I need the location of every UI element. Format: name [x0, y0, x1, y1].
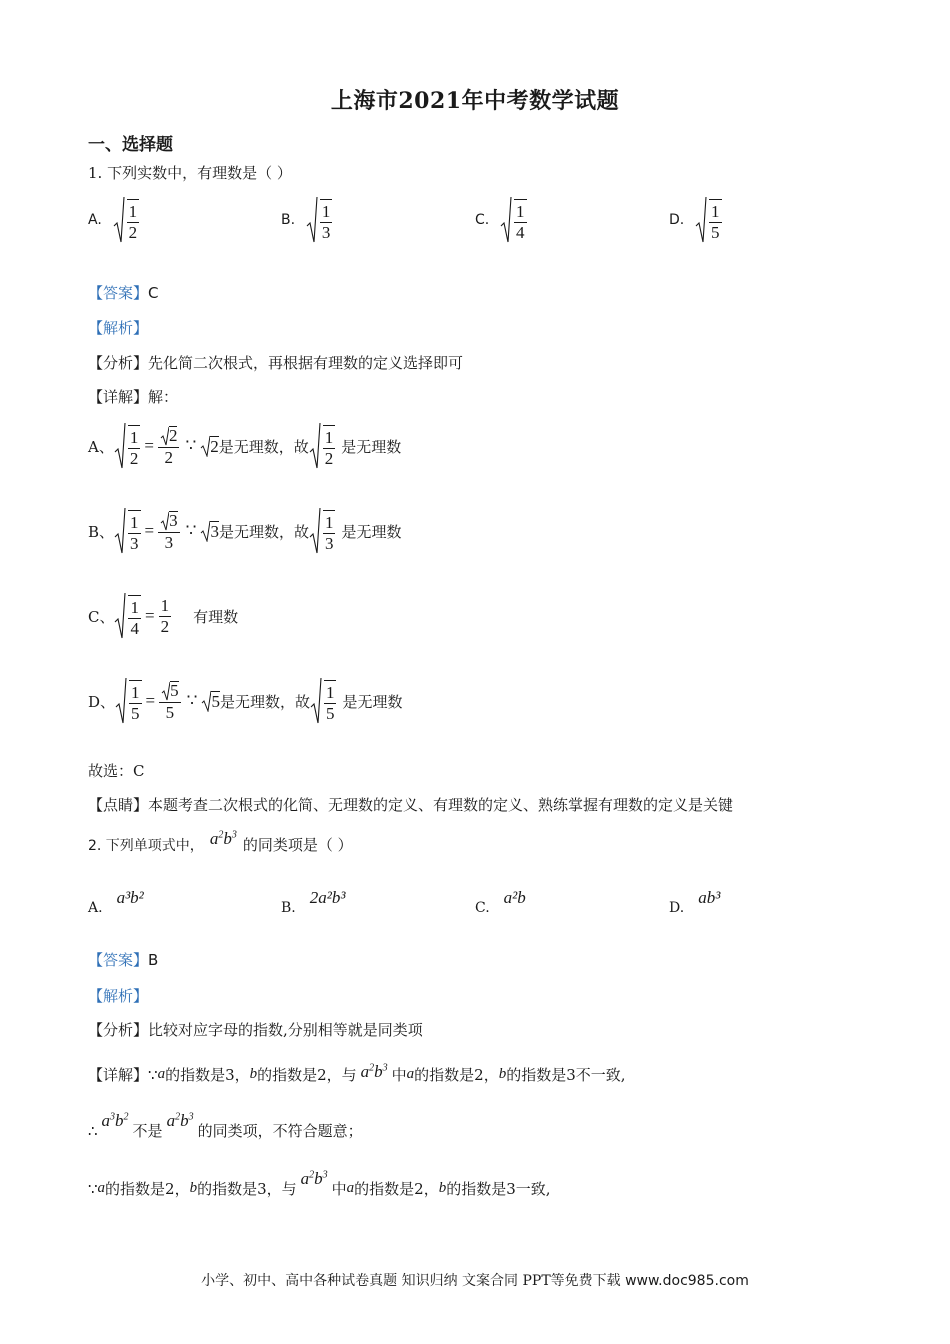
q1-dianjing	[88, 794, 733, 815]
detail-tag: 【详解】	[88, 388, 149, 406]
stem-text: 2. 下列单项式中，	[88, 837, 204, 854]
q1-answer	[88, 282, 159, 303]
monomial-a2b3: $a^2b^3$	[360, 1061, 388, 1081]
fraction-denominator: 5	[165, 702, 175, 722]
row-text: 是无理数	[342, 692, 403, 711]
question-2-stem	[88, 828, 353, 855]
fraction-denominator: 3	[164, 532, 174, 552]
var-a: a	[157, 1066, 166, 1082]
fraction-numerator: 1	[128, 201, 138, 221]
option-expression: 2a²b³	[309, 888, 346, 907]
answer-value: C	[148, 284, 159, 302]
option-label: D.	[669, 900, 685, 916]
monomial-a2b3: $a^2b^3$	[300, 1168, 328, 1188]
sqrt-sign-icon	[310, 677, 322, 725]
sqrt-sign-icon	[113, 196, 125, 244]
fraction-denominator: 2	[164, 447, 173, 467]
answer-value: B	[148, 951, 159, 969]
because-symbol: ∵	[186, 691, 198, 710]
q2-fenxi	[88, 1019, 423, 1040]
var-a: a	[97, 1180, 106, 1196]
fraction-numerator: 1	[129, 427, 139, 447]
detail-text: 解：	[148, 388, 179, 406]
q1-option-c[interactable]	[475, 196, 529, 244]
fraction-denominator: 5	[711, 222, 720, 242]
row-label: B、	[88, 522, 115, 541]
dianjing-text: 本题考查二次根式的化简、无理数的定义、有理数的定义、熟练掌握有理数的定义是关键	[148, 796, 734, 814]
option-expression: a³b²	[116, 888, 144, 907]
sqrt-sign-icon	[160, 426, 169, 446]
var-b: b	[189, 1180, 198, 1196]
sqrt-sign-icon	[309, 507, 321, 555]
option-label: A.	[88, 212, 102, 228]
fraction-denominator: 4	[516, 222, 525, 242]
fraction-denominator: 4	[130, 618, 139, 638]
var-b: b	[498, 1066, 507, 1082]
fraction-denominator: 3	[130, 533, 139, 553]
q1-detail	[88, 386, 178, 407]
q1-fenxi	[88, 352, 463, 373]
sqrt-sign-icon	[114, 422, 126, 470]
fraction-denominator: 5	[325, 703, 335, 723]
question-1-stem: 1. 下列实数中，有理数是（ ）	[88, 164, 292, 182]
detail-text: 的指数是2，	[414, 1066, 499, 1084]
monomial-a3b2: $a^3b^2$	[101, 1110, 129, 1130]
radicand: 2	[168, 426, 178, 446]
q1-option-b[interactable]	[281, 196, 334, 244]
answer-tag: 【答案】	[88, 284, 149, 302]
monomial-a2b3: $a^2b^3$	[209, 828, 237, 848]
sqrt-sign-icon	[114, 592, 126, 640]
q1-detail-row-a: A、 $\frac{1}{2}$ = $\frac{2}{2}$ ∵ 2 是无理数，故 $\frac{1}{2}$ 是无理数	[88, 420, 401, 472]
option-expression: a²b	[503, 888, 526, 907]
q2-detail-line-1	[88, 1061, 626, 1085]
radicand: 3	[210, 521, 219, 541]
row-label: D、	[88, 692, 116, 711]
fraction-denominator: 2	[324, 448, 334, 468]
sqrt-sign-icon	[306, 196, 318, 244]
fraction-numerator: 1	[324, 512, 334, 532]
because-symbol: ∵	[148, 1065, 158, 1084]
sqrt-sign-icon	[115, 677, 127, 725]
option-label: C.	[475, 900, 490, 916]
q1-analysis-tag: 【解析】	[88, 319, 149, 337]
sqrt-sign-icon	[114, 507, 126, 555]
fraction-numerator: 1	[324, 427, 334, 447]
sqrt-sign-icon	[500, 196, 512, 244]
q2-option-d[interactable]	[669, 888, 721, 916]
dianjing-tag: 【点睛】	[88, 796, 149, 814]
sqrt-sign-icon	[200, 435, 210, 457]
fenxi-text: 先化简二次根式，再根据有理数的定义选择即可	[148, 354, 464, 372]
fraction-numerator: 1	[130, 512, 139, 532]
option-label: B.	[281, 900, 296, 916]
row-label: A、	[88, 437, 114, 456]
q2-option-c[interactable]	[475, 888, 526, 916]
detail-text: 的指数是3，	[165, 1066, 250, 1084]
section-heading: 一、选择题	[88, 135, 173, 155]
answer-tag: 【答案】	[88, 951, 149, 969]
q1-option-a[interactable]	[88, 196, 141, 244]
fraction-numerator: 1	[160, 595, 170, 615]
option-expression: ab³	[698, 888, 721, 907]
sqrt-sign-icon	[200, 520, 210, 542]
q2-analysis-tag: 【解析】	[88, 987, 149, 1005]
option-label: B.	[281, 212, 296, 228]
page-title: 上海市2021年中考数学试题	[330, 88, 620, 114]
fraction-denominator: 2	[160, 616, 170, 636]
fenxi-tag: 【分析】	[88, 1021, 149, 1039]
row-text: 是无理数，故	[218, 437, 309, 456]
row-text: 是无理数，故	[218, 522, 309, 541]
sqrt-sign-icon	[201, 690, 211, 712]
detail-text: 的指数是3一致,	[446, 1180, 551, 1198]
detail-text: 中	[391, 1066, 407, 1084]
q1-option-d[interactable]	[669, 196, 724, 244]
var-a: a	[406, 1066, 415, 1082]
q2-option-b[interactable]	[281, 888, 346, 916]
q2-detail-line-3	[88, 1168, 551, 1199]
because-symbol: ∵	[88, 1179, 98, 1198]
q1-conclusion: 故选：C	[88, 762, 145, 780]
monomial-a2b3: $a^2b^3$	[166, 1110, 194, 1130]
fraction-numerator: 1	[321, 201, 331, 221]
sqrt-sign-icon	[309, 422, 321, 470]
fraction-numerator: 1	[711, 201, 720, 221]
fraction-numerator: 1	[516, 201, 525, 221]
because-symbol: ∵	[185, 521, 197, 540]
option-label: C.	[475, 212, 490, 228]
detail-text: 中	[331, 1180, 347, 1198]
detail-text: 的同类项，不符合题意；	[197, 1122, 363, 1140]
detail-text: 的指数是2，与	[257, 1066, 357, 1084]
fraction-numerator: 1	[130, 597, 139, 617]
detail-text: 的指数是3不一致,	[506, 1066, 626, 1084]
detail-text: 的指数是2，	[354, 1180, 439, 1198]
detail-text: 的指数是3，与	[197, 1180, 297, 1198]
footer-text: 小学、初中、高中各种试卷真题 知识归纳 文案合同 PPT等免费下载	[201, 1273, 621, 1289]
fraction-denominator: 2	[129, 448, 139, 468]
fraction-denominator: 2	[128, 222, 138, 242]
radicand: 5	[211, 691, 220, 711]
row-text: 是无理数，故	[219, 692, 310, 711]
q2-answer	[88, 949, 158, 970]
option-label: A.	[88, 900, 103, 916]
sqrt-sign-icon	[161, 681, 170, 701]
footer-link[interactable]: www.doc985.com	[625, 1273, 749, 1289]
q1-detail-row-d: D、 $\frac{1}{5}$ = $\frac{5}{5}$ ∵ 5 是无理数，故 $\frac{1}{5}$ 是无理数	[88, 675, 402, 727]
sqrt-sign-icon	[695, 196, 707, 244]
var-b: b	[438, 1180, 447, 1196]
var-b: b	[249, 1066, 258, 1082]
fraction-denominator: 3	[321, 222, 331, 242]
q1-detail-row-b: B、 $\frac{1}{3}$ = $\frac{3}{3}$ ∵ 3 是无理数，故 $\frac{1}{3}$ 是无理数	[88, 505, 401, 557]
row-text: 是无理数	[341, 437, 402, 456]
fenxi-text: 比较对应字母的指数,分别相等就是同类项	[148, 1021, 423, 1039]
row-text: 是无理数	[341, 522, 402, 541]
q1-detail-row-c: C、 $\frac{1}{4}$ = $\frac{1}{2}$ 有理数	[88, 590, 238, 642]
option-label: D.	[669, 212, 685, 228]
stem-text: 的同类项是（ ）	[242, 836, 353, 854]
sqrt-sign-icon	[160, 511, 169, 531]
radicand: 2	[210, 436, 219, 456]
detail-tag: 【详解】	[88, 1066, 149, 1084]
detail-text: 的指数是2，	[105, 1180, 190, 1198]
therefore-symbol: ∴	[88, 1121, 98, 1140]
because-symbol: ∵	[185, 436, 197, 455]
q2-detail-line-2	[88, 1110, 363, 1141]
page-footer	[0, 1270, 950, 1290]
fraction-denominator: 3	[324, 533, 334, 553]
fraction-denominator: 5	[131, 703, 140, 723]
q2-option-a[interactable]	[88, 888, 144, 916]
detail-text: 不是	[132, 1122, 163, 1140]
row-label: C、	[88, 607, 115, 626]
row-text: 有理数	[193, 607, 239, 626]
radicand: 3	[169, 511, 178, 531]
fraction-numerator: 1	[131, 682, 140, 702]
fraction-numerator: 1	[325, 682, 335, 702]
radicand: 5	[170, 681, 179, 701]
fenxi-tag: 【分析】	[88, 354, 149, 372]
var-a: a	[346, 1180, 355, 1196]
